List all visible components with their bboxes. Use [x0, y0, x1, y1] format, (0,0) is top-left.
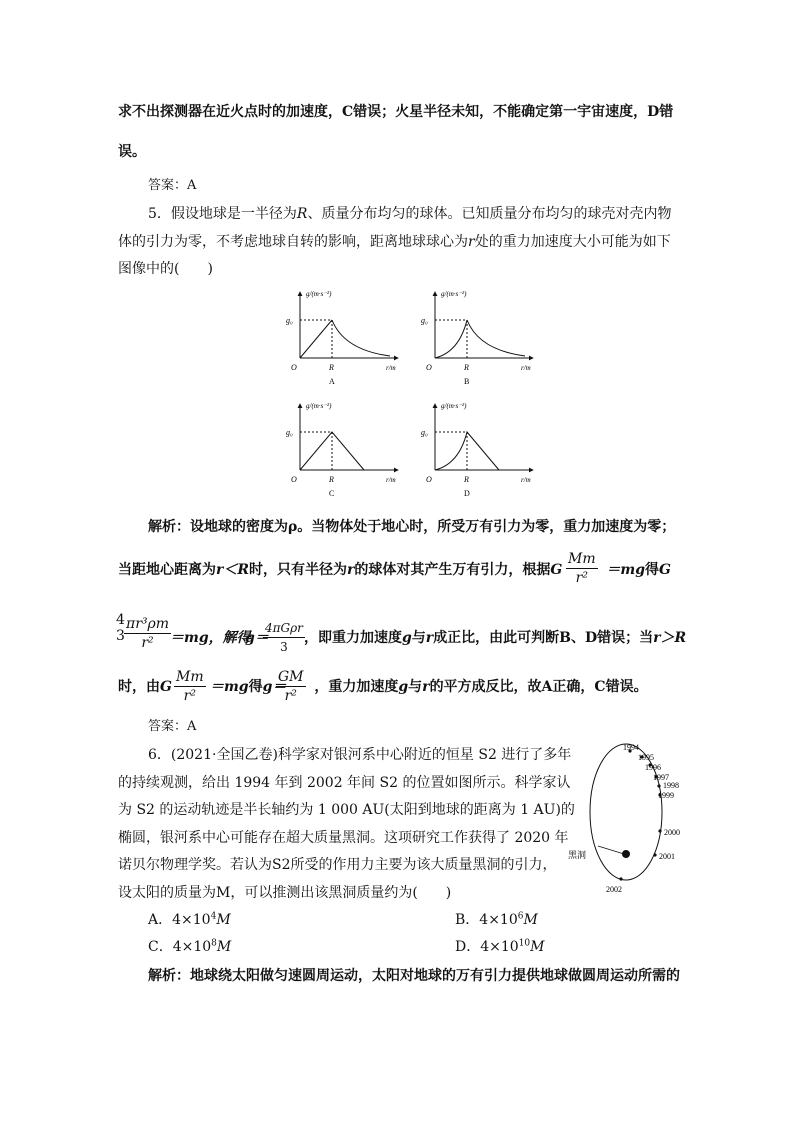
y-axis-label: g/(m·s⁻²) [441, 290, 467, 298]
graph-name: B [464, 377, 470, 386]
year-label: 1996 [645, 763, 661, 772]
solution-line: ＝mg，解得 [170, 630, 251, 646]
solution-line: 时，由G ＝mg得g＝ ，重力加速度g与r的平方成反比，故A正确，C错误。 [118, 679, 648, 695]
fraction-gm-r2: $\frac{GM}{\text{r²}}$ [278, 669, 304, 704]
g0-label: g₀ [421, 428, 428, 437]
year-label: 1998 [663, 781, 679, 790]
text-line: 求不出探测器在近火点时的加速度，C错误；火星半径未知，不能确定第一宇宙速度，D错 [118, 104, 674, 120]
solution-line: 解析：设地球的密度为ρ。当物体处于地心时，所受万有引力为零，重力加速度为零； [148, 519, 676, 535]
year-label: 1997 [653, 773, 669, 782]
graph-grid [280, 282, 550, 502]
year-label: 1995 [638, 753, 654, 762]
x-axis-label: r/m [521, 364, 531, 372]
solution-g-equals: g＝ [245, 630, 269, 646]
question-6-line: 设太阳的质量为M，可以推测出该黑洞质量约为( ) [118, 885, 452, 901]
origin-label: O [426, 363, 432, 372]
fraction-4pi-g-rho-r: 4πGρr 3 [265, 621, 303, 654]
graph-a [286, 290, 398, 386]
question-5-line: 图像中的( ) [118, 261, 213, 277]
question-6-line: 为 S2 的运动轨迹是半长轴约为 1 000 AU(太阳到地球的距离为 1 AU)的 [118, 802, 575, 818]
solution-line: 当距地心距离为r＜R时，只有半径为r的球体对其产生万有引力，根据G ＝mg得G [118, 562, 671, 578]
g0-label: g₀ [286, 428, 293, 437]
r-label: R [464, 363, 469, 372]
g0-label: g₀ [286, 316, 293, 325]
option-d[interactable]: D．$4\times 10^{10}M$ [455, 938, 545, 955]
orbit-point [658, 829, 661, 832]
question-6-line: 6．(2021·全国乙卷)科学家对银河系中心附近的恒星 S2 进行了多年 [148, 747, 572, 763]
option-b[interactable]: B．$4\times 10^6M$ [455, 911, 538, 928]
answer-line: 答案：A [148, 719, 197, 734]
solution-line: ，即重力加速度g与r成正比，由此可判断B、D错误；当r＞R [304, 630, 687, 646]
option-c[interactable]: C．$4\times 10^8M$ [148, 938, 232, 955]
y-axis-label: g/(m·s⁻²) [306, 290, 332, 298]
fraction-mm-r2: $\frac{Mm}{\text{r²}}$ [176, 669, 204, 704]
year-label: 1999 [658, 791, 674, 800]
origin-label: O [291, 363, 297, 372]
x-axis-label: r/m [386, 476, 396, 484]
year-label: 1994 [623, 743, 639, 752]
orbit-point [657, 784, 660, 787]
question-6-line: 诺贝尔物理学奖。若认为S2所受的作用力主要为该大质量黑洞的引力， [118, 857, 557, 873]
y-axis-label: g/(m·s⁻²) [306, 402, 332, 410]
option-a[interactable]: A．$4\times 10^4M$ [148, 911, 231, 928]
graph-name: C [329, 489, 335, 498]
question-5-line: 体的引力为零，不考虑地球自转的影响，距离地球球心为r处的重力加速度大小可能为如下 [118, 234, 671, 250]
r-label: R [329, 363, 334, 372]
s2-orbit-figure [560, 740, 700, 900]
graph-b [421, 290, 533, 386]
r-label: R [464, 475, 469, 484]
r-label: R [329, 475, 334, 484]
orbit-point [653, 853, 656, 856]
year-label: 2000 [664, 828, 680, 837]
year-label: 2001 [659, 852, 675, 861]
x-axis-label: r/m [521, 476, 531, 484]
graph-c [286, 402, 398, 498]
year-label: 2002 [606, 885, 622, 894]
g0-label: g₀ [421, 316, 428, 325]
question-6-line: 的持续观测，给出 1994 年到 2002 年间 S2 的位置如图所示。科学家认 [118, 775, 571, 791]
x-axis-label: r/m [386, 364, 396, 372]
question-6-line: 椭圆，银河系中心可能存在超大质量黑洞。这项研究工作获得了 2020 年 [118, 830, 569, 846]
graph-d [421, 402, 533, 498]
origin-label: O [291, 475, 297, 484]
y-axis-label: g/(m·s⁻²) [441, 402, 467, 410]
orbit-point [619, 877, 622, 880]
graph-name: D [464, 489, 470, 498]
question-5-line: 5．假设地球是一半径为R、质量分布均匀的球体。已知质量分布均匀的球壳对壳内物 [148, 206, 672, 222]
graph-name: A [329, 377, 335, 386]
text-line: 误。 [118, 144, 146, 160]
fraction-mass-ball: $\frac{\text{πr³ρm}}{\text{r²}}$ [126, 616, 170, 651]
solution-line: 解析：地球绕太阳做匀速圆周运动，太阳对地球的万有引力提供地球做圆周运动所需的 [148, 968, 680, 984]
origin-label: O [426, 475, 432, 484]
fraction-mm-r2: $\frac{Mm}{\text{r²}}$ [568, 551, 596, 586]
black-hole-label: 黑洞 [568, 850, 587, 860]
answer-line: 答案：A [148, 178, 197, 193]
